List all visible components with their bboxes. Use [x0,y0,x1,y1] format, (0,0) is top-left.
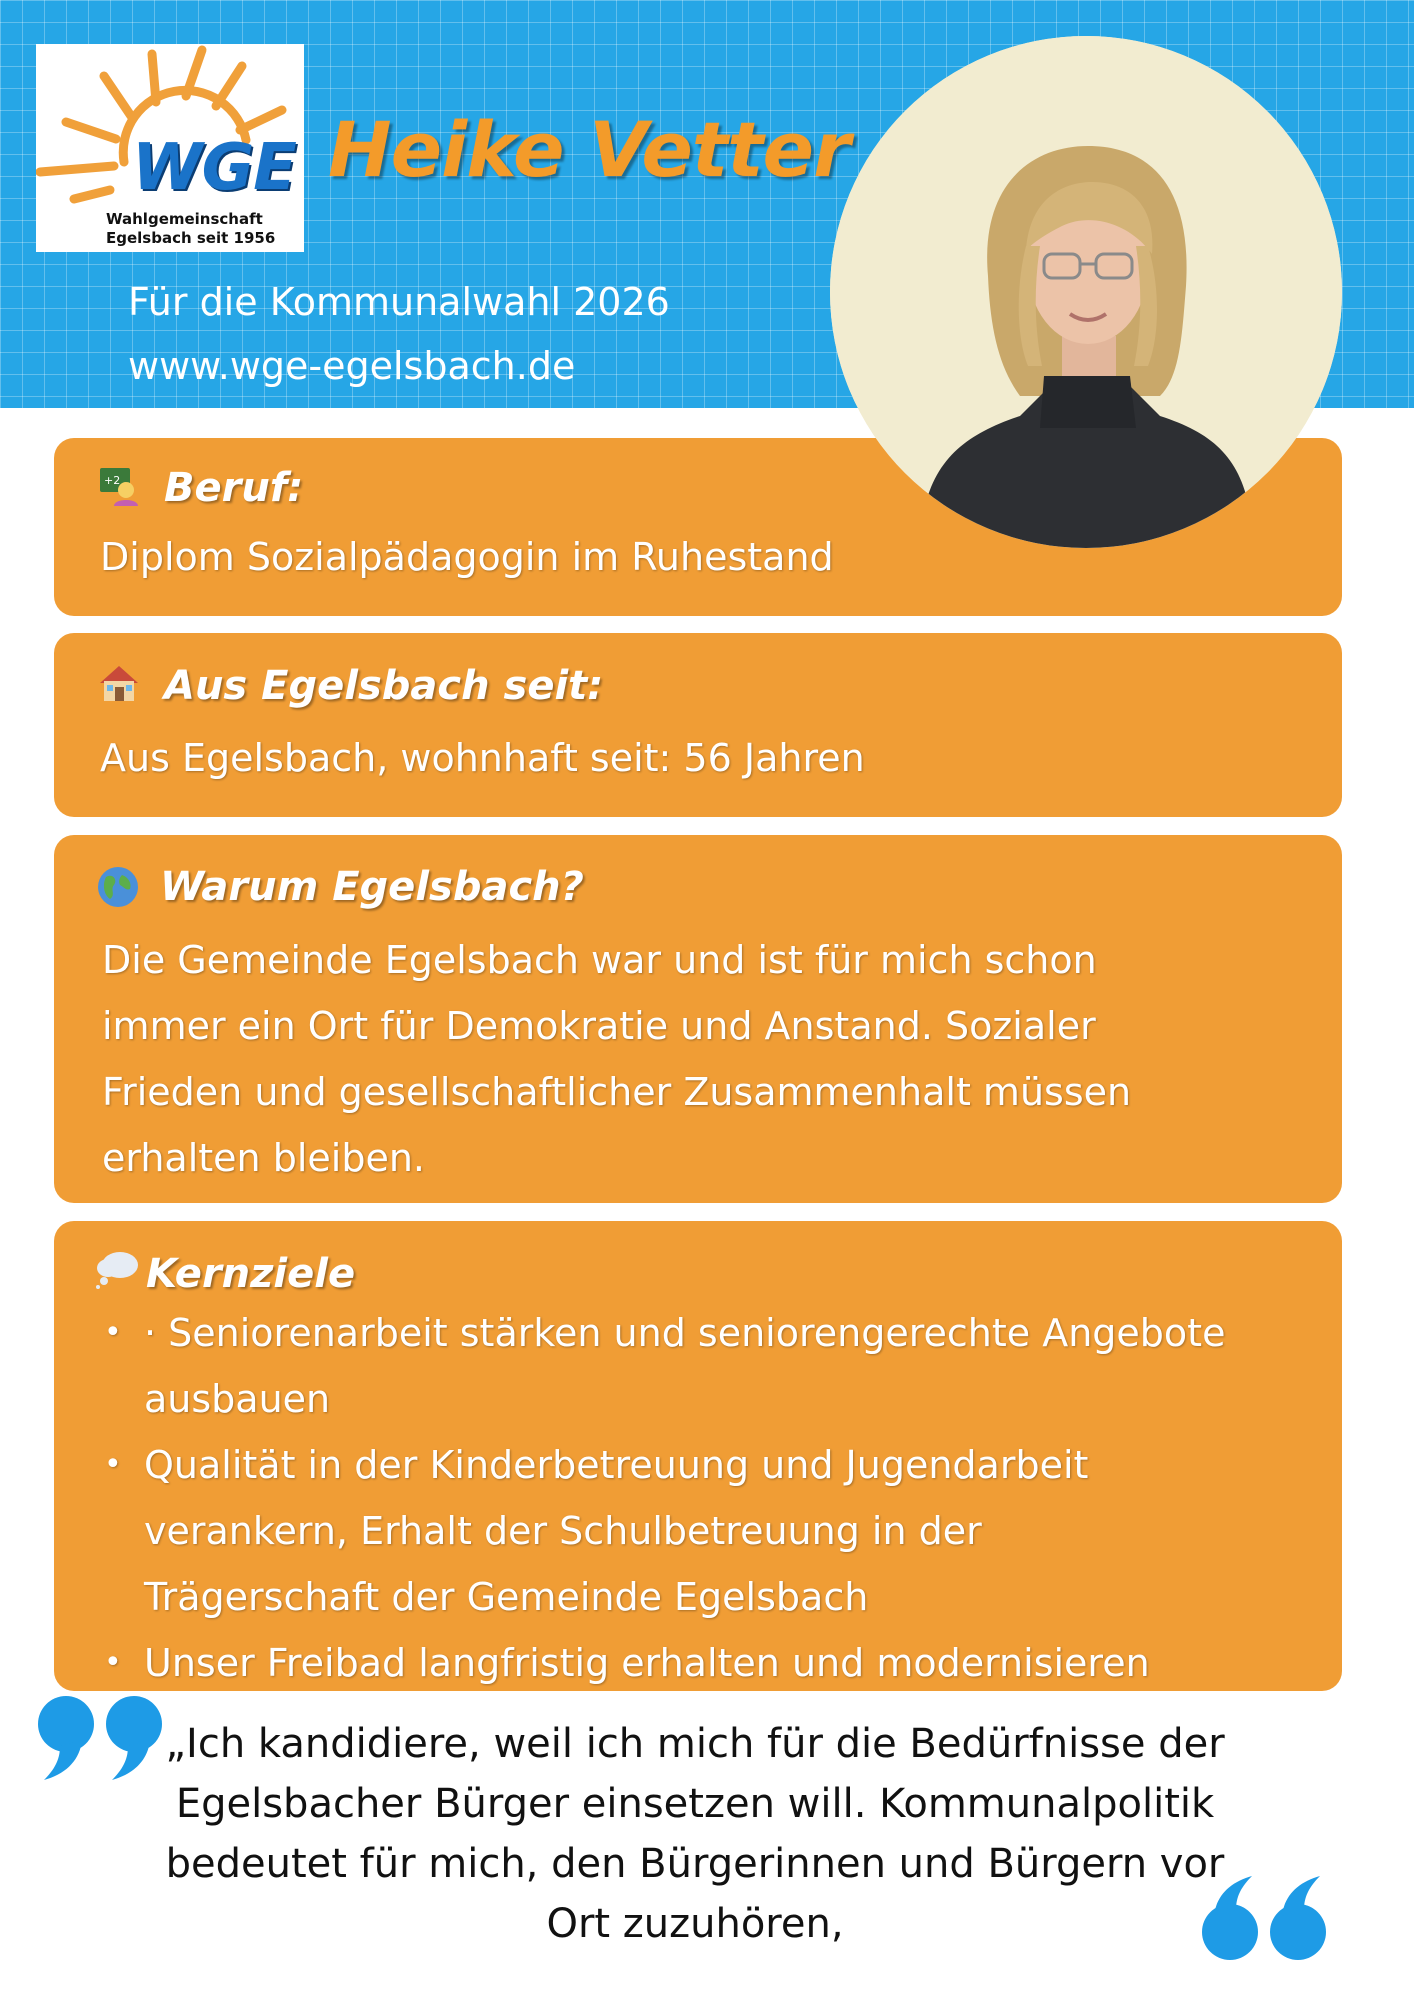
logo-line-2: Egelsbach seit 1956 [106,229,276,247]
warum-line: erhalten bleiben. [102,1136,425,1180]
quote-line: „Ich kandidiere, weil ich mich für die Bedürfnisse der [165,1721,1225,1767]
quote-line: Ort zuzuhören, [546,1901,844,1947]
svg-text:+2: +2 [104,474,121,487]
goal-line: • Unser Freibad langfristig erhalten und modernisieren [144,1641,1150,1685]
warum-title: Warum Egelsbach? [160,864,584,910]
election-label: Für die Kommunalwahl 2026 [128,280,670,324]
quote-line: bedeutet für mich, den Bürgerinnen und Bürgern vor [165,1841,1225,1887]
teacher-emoji-icon [98,466,138,506]
seit-text: Aus Egelsbach, wohnhaft seit: 56 Jahren [100,736,865,780]
seit-title: Aus Egelsbach seit: [164,663,604,709]
candidate-quote [120,1714,1270,1954]
thought-bubble-icon [94,1249,140,1289]
kernziele-list [100,1300,1360,1696]
kernziele-title: Kernziele [146,1251,356,1297]
house-emoji-icon [98,663,140,703]
website-link[interactable]: www.wge-egelsbach.de [128,344,576,388]
list-item [100,1300,1360,1432]
logo-line-1: Wahlgemeinschaft [106,210,263,228]
globe-emoji-icon [96,865,140,909]
goal-line: ausbauen [144,1377,331,1421]
candidate-name: Heike Vetter [328,105,850,194]
goal-line: • · Seniorenarbeit stärken und seniorengerechte Angebote [144,1311,1226,1355]
candidate-photo [830,36,1342,548]
goal-line: • Qualität in der Kinderbetreuung und Jugendarbeit [144,1443,1089,1487]
seit-card [54,633,1342,817]
warum-line: Die Gemeinde Egelsbach war und ist für mich schon [102,938,1097,982]
warum-line: immer ein Ort für Demokratie und Anstand. Sozialer [102,1004,1096,1048]
warum-line: Frieden und gesellschaftlicher Zusammenhalt müssen [102,1070,1132,1114]
list-item [100,1432,1360,1630]
wge-logo [36,44,304,252]
goal-line: verankern, Erhalt der Schulbetreuung in der [144,1509,982,1553]
beruf-text: Diplom Sozialpädagogin im Ruhestand [100,535,834,579]
goal-line: Trägerschaft der Gemeinde Egelsbach [144,1575,869,1619]
warum-text [102,927,1322,1191]
quote-line: Egelsbacher Bürger einsetzen will. Kommunalpolitik [175,1781,1215,1827]
logo-wordmark: WGE [132,131,296,205]
beruf-title: Beruf: [164,465,304,511]
list-item [100,1630,1360,1696]
warum-card [54,835,1342,1203]
